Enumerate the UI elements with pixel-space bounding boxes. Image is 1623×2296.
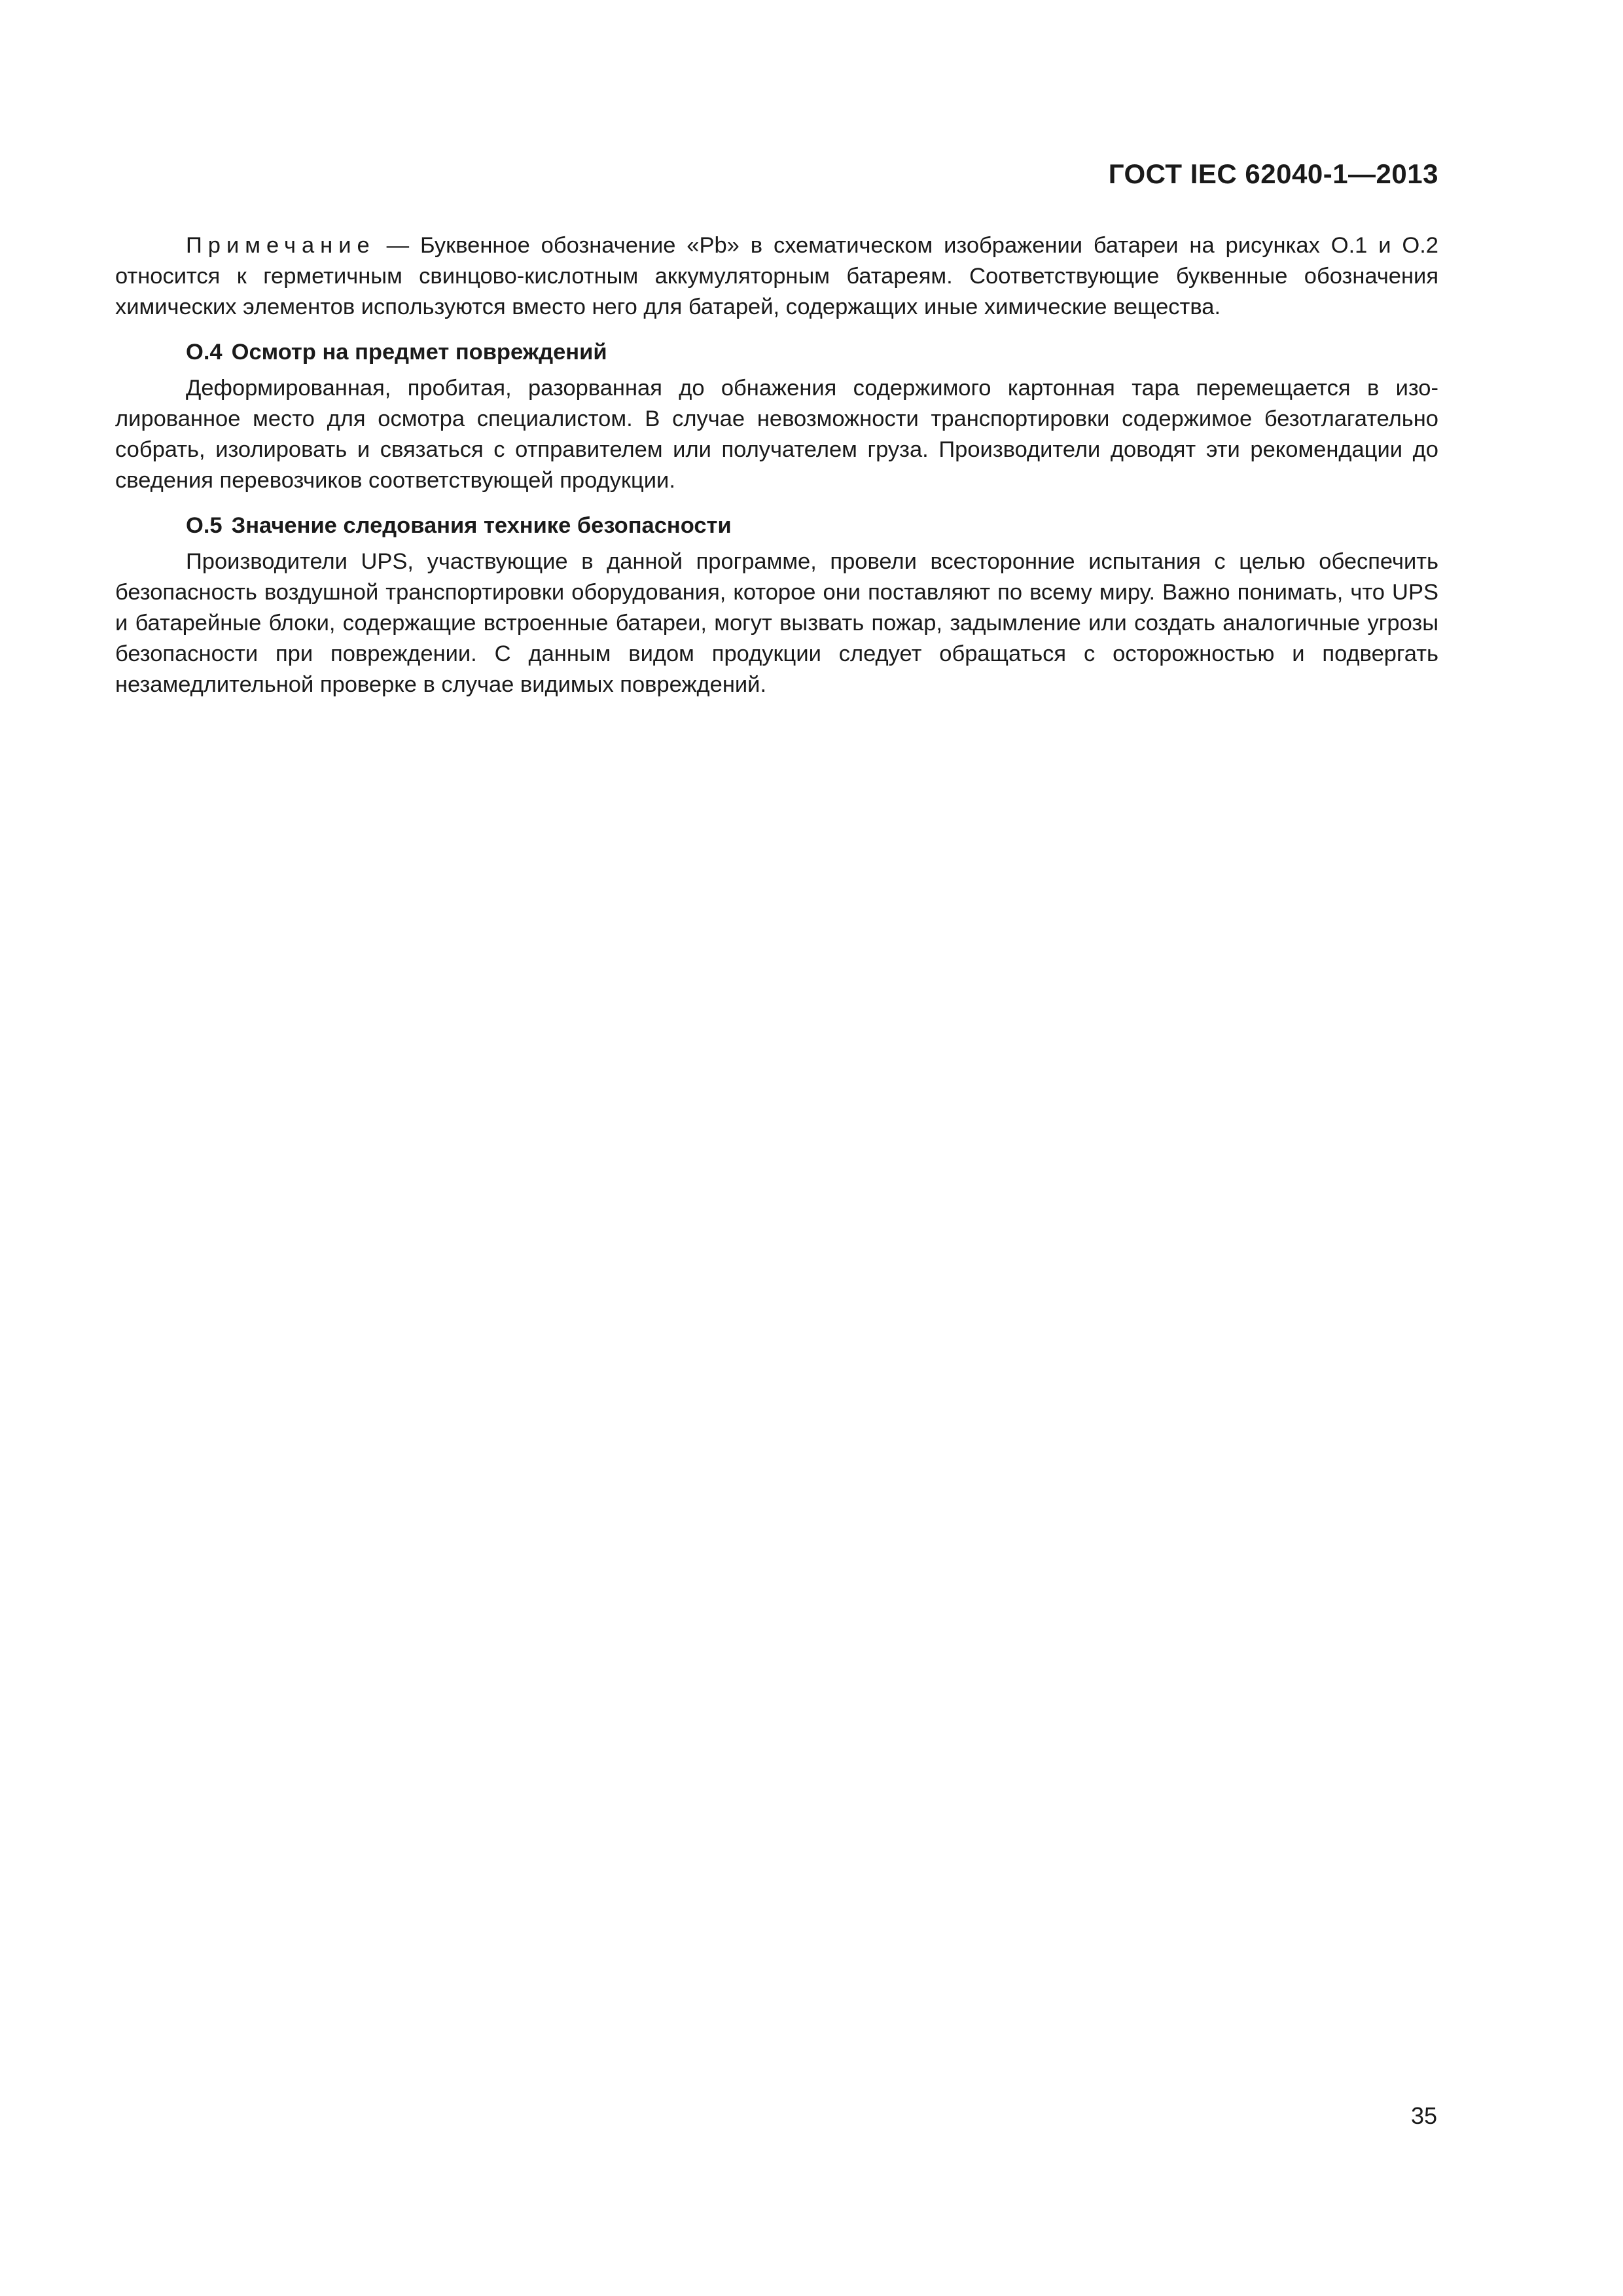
- section-heading-o5: [115, 511, 1438, 541]
- section-o4-body: Деформированная, пробитая, разорванная до обнажения содержимого картонная тара перемещается в изолированное место для осмотра специалистом. В случае невозможности транспортировки содержимое безотлагательно собрать, изолировать и связаться с отправителем или получателем груза. Производители доводят эти рекомендации до сведения перевозчиков соответствующей продукции.: [115, 376, 1438, 493]
- page-number: 35: [1410, 2102, 1437, 2129]
- section-title: Значение следования технике безопасности: [231, 513, 732, 538]
- section-heading-o4: [115, 337, 1438, 368]
- note-label: Примечание: [186, 233, 376, 258]
- section-number: О.4: [186, 340, 223, 365]
- note-text: — Буквенное обозначение «Pb» в схематическом изображении батареи на рисунках О.1 и О.2 относится к герметичным свинцово-кислотным аккумуляторным батареям. Соответствующие буквенные обозначения химических элементов используются вместо него для батарей, содержащих иные химические вещества.: [115, 233, 1438, 319]
- section-number: О.5: [186, 513, 223, 538]
- section-o5-body: Производители UPS, участвующие в данной программе, провели всесторонние испытания с целью обеспечить безопасность воздушной транспортировки оборудования, которое они поставляют по всему миру. Важно понимать, что UPS и батарейные блоки, содержащие встроенные батареи, могут вызвать пожар, задымление или создать аналогичные угрозы безопасности при повреждении. С данным видом продукции следует обращаться с осторожностью и подвергать незамедлительной проверке в случае видимых повреждений.: [115, 549, 1438, 697]
- document-code-header: ГОСТ IEC 62040-1—2013: [1108, 158, 1438, 189]
- page-content: [115, 230, 1438, 700]
- section-title: Осмотр на предмет повреждений: [231, 340, 607, 365]
- note-paragraph: [115, 230, 1438, 323]
